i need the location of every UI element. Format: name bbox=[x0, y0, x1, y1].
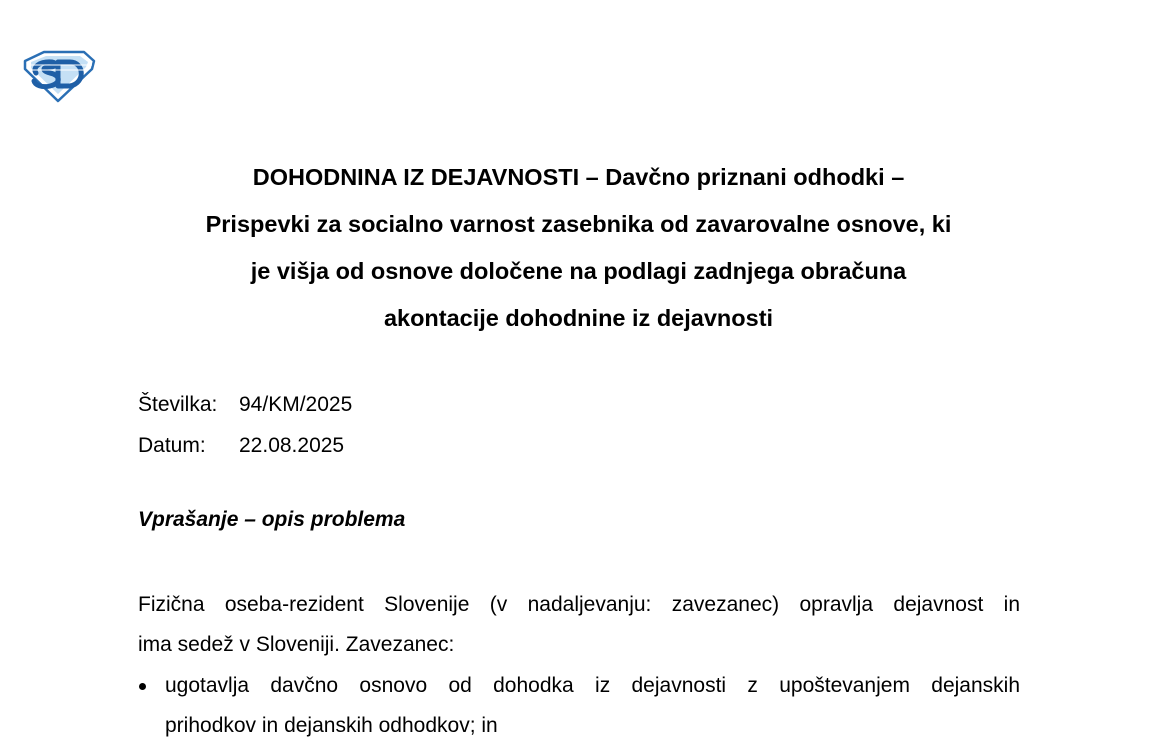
title-line: DOHODNINA IZ DEJAVNOSTI – Davčno priznani odhodki – bbox=[252, 164, 905, 190]
body-paragraph bbox=[138, 585, 1020, 665]
section-heading: Vprašanje – opis problema bbox=[138, 508, 406, 531]
paragraph-line: Fizična oseba-rezident Slovenije (v nadaljevanju: zavezanec) opravlja dejavnost in bbox=[138, 593, 1020, 616]
title-line: je višja od osnove določene na podlagi zadnjega obračuna bbox=[250, 258, 907, 284]
paragraph-line: ima sedež v Sloveniji. Zavezanec: bbox=[138, 633, 455, 656]
document-meta bbox=[138, 384, 352, 466]
document-title bbox=[100, 154, 1057, 342]
number-label: Številka: bbox=[138, 393, 218, 416]
number-value: 94/KM/2025 bbox=[239, 393, 353, 416]
bullet-list bbox=[138, 666, 1020, 746]
number-row bbox=[138, 384, 352, 425]
list-item bbox=[138, 666, 1020, 746]
bullet-line: ugotavlja davčno osnovo od dohodka iz dejavnosti z upoštevanjem dejanskih bbox=[165, 674, 1020, 697]
title-line: akontacije dohodnine iz dejavnosti bbox=[383, 305, 774, 331]
bullet-dot-icon bbox=[139, 683, 146, 690]
date-value: 22.08.2025 bbox=[239, 434, 345, 457]
sd-logo-icon bbox=[22, 49, 96, 103]
bullet-line: prihodkov in dejanskih odhodkov; in bbox=[165, 714, 498, 737]
date-label: Datum: bbox=[138, 434, 206, 457]
title-line: Prispevki za socialno varnost zasebnika od zavarovalne osnove, ki bbox=[205, 211, 952, 237]
date-row bbox=[138, 425, 352, 466]
